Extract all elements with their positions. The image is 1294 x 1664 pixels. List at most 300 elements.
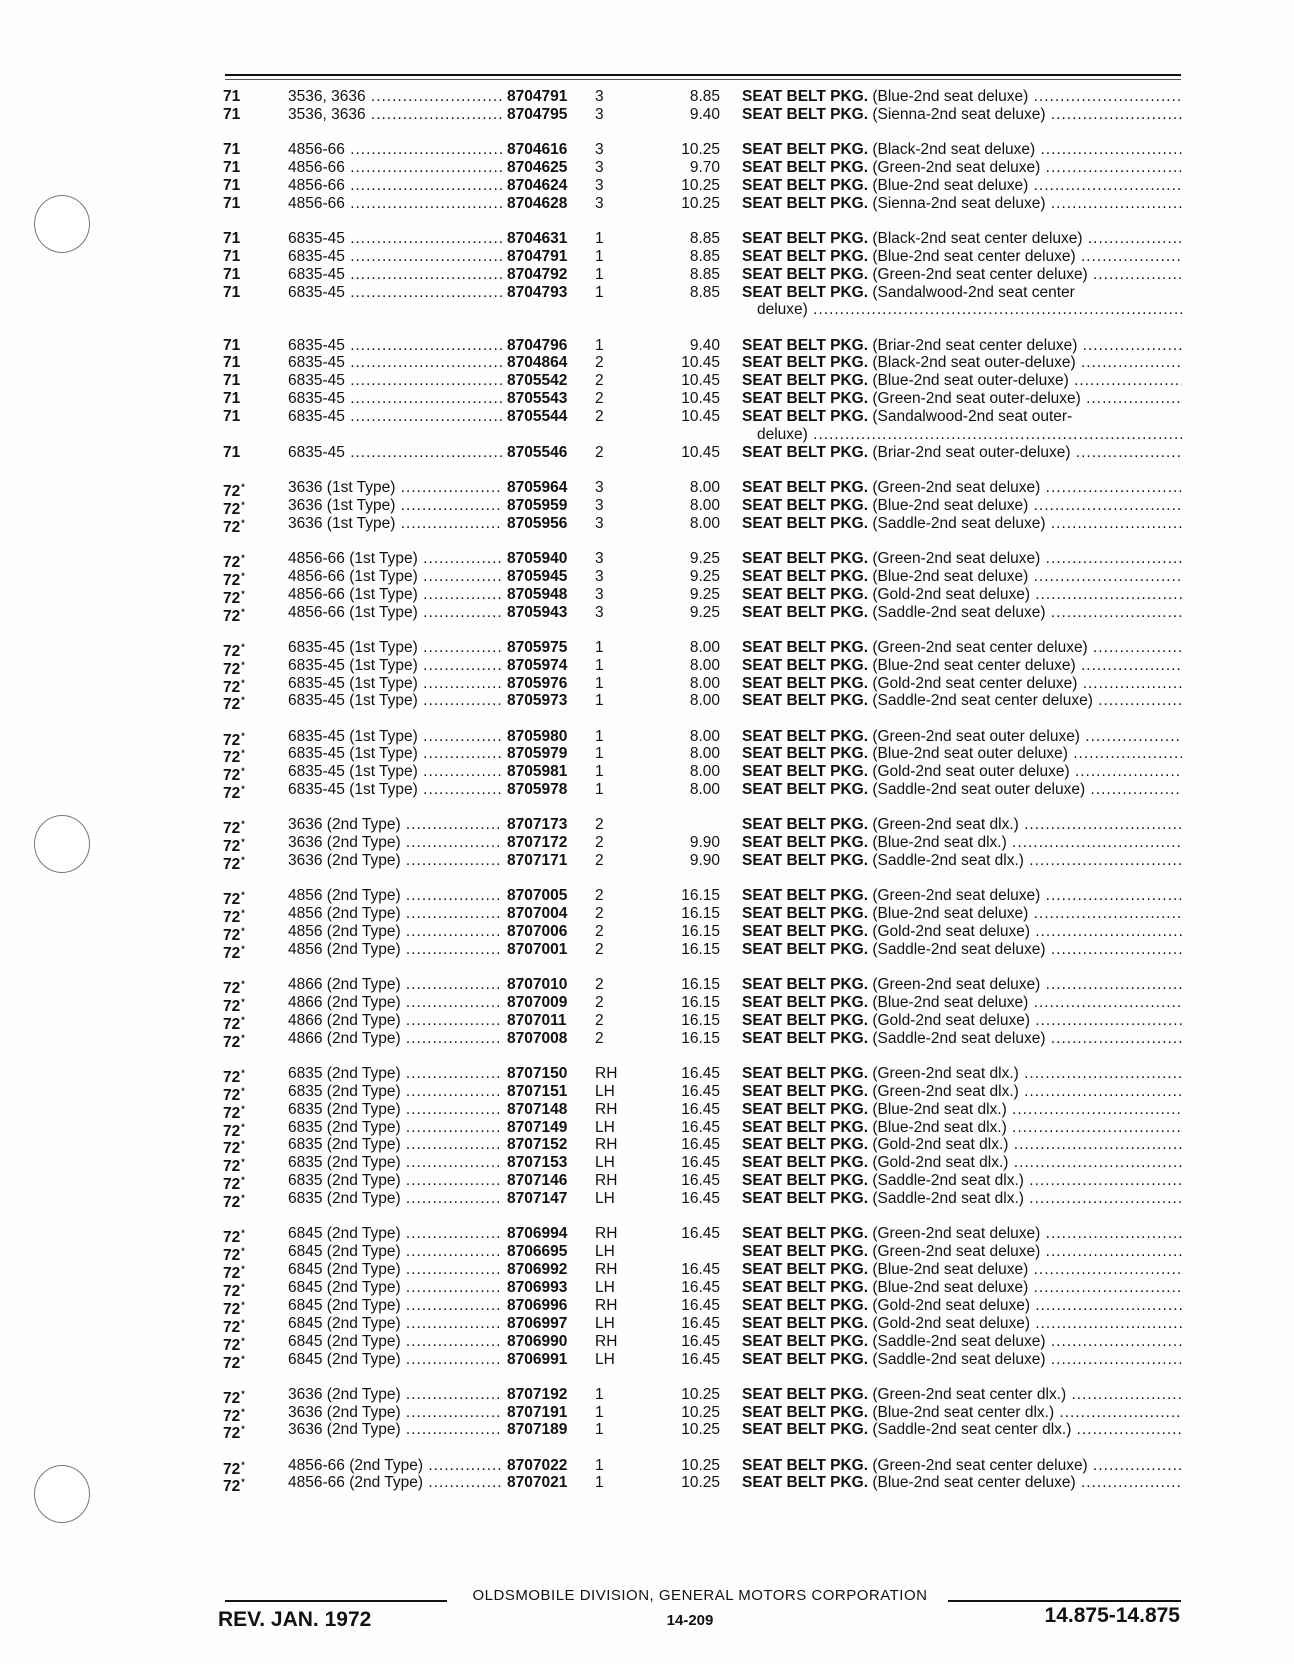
quantity-cell: RH bbox=[595, 1332, 618, 1350]
part-number: 8707148 bbox=[507, 1100, 568, 1118]
model-cell: 4856-66 (1st Type) ..... bbox=[288, 567, 502, 586]
model-cell: 6835 (2nd Type) ..... bbox=[288, 1153, 502, 1172]
part-number: 8707146 bbox=[507, 1172, 568, 1190]
part-number: 8705546 bbox=[507, 443, 568, 461]
price-cell: 8.00 bbox=[689, 763, 720, 781]
description-text: (Blue-2nd seat deluxe) ..... bbox=[872, 1279, 1182, 1296]
model-cell: 4856-66 (1st Type) ..... bbox=[288, 549, 502, 568]
description-prefix: SEAT BELT PKG. bbox=[742, 1190, 869, 1208]
price-cell: 8.85 bbox=[689, 283, 720, 301]
description-prefix: SEAT BELT PKG. bbox=[742, 1314, 869, 1332]
quantity-cell: 1 bbox=[595, 1456, 604, 1474]
year-value: 72 bbox=[223, 1068, 241, 1086]
quantity-cell: RH bbox=[595, 1064, 618, 1082]
model-cell: 6835-45 (1st Type) ..... bbox=[288, 674, 502, 693]
year-cell bbox=[223, 389, 263, 408]
quantity-cell: 3 bbox=[595, 176, 604, 194]
description-prefix: SEAT BELT PKG. bbox=[742, 549, 869, 567]
model-cell: 6835-45 ..... bbox=[288, 336, 502, 355]
price-cell: 8.00 bbox=[689, 727, 720, 745]
quantity-cell: 1 bbox=[595, 336, 604, 354]
year-cell bbox=[223, 514, 263, 537]
year-value: 72 bbox=[223, 749, 241, 767]
price-cell: 8.00 bbox=[689, 745, 720, 763]
year-value: 72 bbox=[223, 1282, 241, 1300]
description-cell bbox=[742, 549, 1182, 568]
description-cell bbox=[742, 1171, 1182, 1190]
price-cell: 16.15 bbox=[681, 993, 720, 1011]
model-cell: 4856-66 (2nd Type) ..... bbox=[288, 1456, 502, 1475]
description-text: (Saddle-2nd seat deluxe) ..... bbox=[872, 604, 1182, 621]
description-text: (Blue-2nd seat deluxe) ..... bbox=[872, 994, 1182, 1011]
price-cell: 8.00 bbox=[689, 496, 720, 514]
price-cell: 16.15 bbox=[681, 923, 720, 940]
year-value: 71 bbox=[223, 105, 241, 123]
part-number: 8707001 bbox=[507, 940, 568, 958]
description-text: (Black-2nd seat outer-deluxe) ..... bbox=[872, 354, 1182, 371]
year-value: 72 bbox=[223, 1425, 241, 1443]
description-prefix: SEAT BELT PKG. bbox=[742, 1350, 869, 1368]
description-prefix: SEAT BELT PKG. bbox=[742, 638, 869, 656]
year-value: 72 bbox=[223, 1194, 241, 1212]
description-prefix: SEAT BELT PKG. bbox=[742, 1064, 869, 1082]
description-cell bbox=[742, 815, 1182, 834]
year-value: 72 bbox=[223, 1033, 241, 1051]
part-number: 8707153 bbox=[507, 1154, 568, 1172]
description-prefix: SEAT BELT PKG. bbox=[742, 674, 869, 692]
description-prefix: SEAT BELT PKG. bbox=[742, 1421, 869, 1439]
price-cell: 8.00 bbox=[689, 692, 720, 710]
model-cell: 3636 (2nd Type) ..... bbox=[288, 851, 502, 870]
revision-star-mark: * bbox=[241, 1299, 245, 1310]
description-text: (Blue-2nd seat dlx.) ..... bbox=[872, 834, 1182, 851]
revision-star-mark: * bbox=[241, 677, 245, 688]
description-cell bbox=[742, 371, 1182, 390]
description-text: (Gold-2nd seat center deluxe) ..... bbox=[872, 675, 1182, 692]
revision-star-mark: * bbox=[241, 659, 245, 670]
model-cell: 4856 (2nd Type) ..... bbox=[288, 886, 502, 905]
description-prefix: SEAT BELT PKG. bbox=[742, 692, 869, 710]
description-cell bbox=[742, 1385, 1182, 1404]
section-number: 14.875-14.875 bbox=[1044, 1604, 1180, 1627]
year-value: 72 bbox=[223, 1247, 241, 1265]
description-cell bbox=[742, 1064, 1182, 1083]
year-value: 72 bbox=[223, 1158, 241, 1176]
year-value: 71 bbox=[223, 194, 241, 212]
model-cell: 6835-45 ..... bbox=[288, 247, 502, 266]
model-cell: 6835-45 ..... bbox=[288, 283, 502, 302]
quantity-cell: 3 bbox=[595, 585, 604, 603]
description-prefix: SEAT BELT PKG. bbox=[742, 354, 869, 372]
quantity-cell: 3 bbox=[595, 603, 604, 621]
description-text: (Blue-2nd seat outer deluxe) ..... bbox=[872, 745, 1182, 762]
quantity-cell: 2 bbox=[595, 1011, 604, 1029]
part-number: 8705974 bbox=[507, 656, 568, 674]
year-value: 72 bbox=[223, 483, 241, 500]
year-value: 72 bbox=[223, 571, 241, 589]
model-cell: 6835-45 ..... bbox=[288, 265, 502, 284]
description-prefix: SEAT BELT PKG. bbox=[742, 781, 869, 799]
year-cell bbox=[223, 265, 263, 284]
price-cell: 10.25 bbox=[681, 1421, 720, 1439]
model-cell: 4856-66 ..... bbox=[288, 158, 502, 177]
description-cell bbox=[742, 514, 1182, 533]
description-cell bbox=[742, 1135, 1182, 1154]
year-value: 72 bbox=[223, 1336, 241, 1354]
description-cell bbox=[742, 691, 1182, 710]
description-cell bbox=[742, 1296, 1182, 1315]
description-continuation: deluxe) ..... bbox=[757, 300, 1182, 319]
model-cell: 4866 (2nd Type) ..... bbox=[288, 1029, 502, 1048]
year-value: 71 bbox=[223, 88, 241, 105]
description-text: (Green-2nd seat deluxe) ..... bbox=[872, 887, 1182, 904]
year-cell bbox=[223, 443, 263, 462]
description-prefix: SEAT BELT PKG. bbox=[742, 88, 869, 105]
year-cell bbox=[223, 691, 263, 714]
quantity-cell: 1 bbox=[595, 283, 604, 301]
year-value: 72 bbox=[223, 1176, 241, 1194]
description-prefix: SEAT BELT PKG. bbox=[742, 1082, 869, 1100]
revision-star-mark: * bbox=[241, 1175, 245, 1186]
quantity-cell: 3 bbox=[595, 141, 604, 158]
description-cell bbox=[742, 851, 1182, 870]
revision-star-mark: * bbox=[241, 1139, 245, 1150]
quantity-cell: 3 bbox=[595, 496, 604, 514]
quantity-cell: LH bbox=[595, 1278, 615, 1296]
description-text: (Blue-2nd seat deluxe) ..... bbox=[872, 88, 1182, 105]
description-text: (Gold-2nd seat deluxe) ..... bbox=[872, 1297, 1182, 1314]
description-text: (Briar-2nd seat outer-deluxe) ..... bbox=[872, 444, 1182, 461]
description-cell bbox=[742, 336, 1182, 355]
quantity-cell: 1 bbox=[595, 781, 604, 799]
description-cell bbox=[742, 478, 1182, 497]
revision-star-mark: * bbox=[241, 1157, 245, 1168]
price-cell: 10.25 bbox=[681, 1385, 720, 1403]
part-number: 8705980 bbox=[507, 727, 568, 745]
quantity-cell: 1 bbox=[595, 763, 604, 781]
quantity-cell: 1 bbox=[595, 247, 604, 265]
description-text: (Saddle-2nd seat center deluxe) ..... bbox=[872, 692, 1182, 709]
revision-star-mark: * bbox=[241, 979, 245, 989]
quantity-cell: 3 bbox=[595, 567, 604, 585]
part-number: 8707149 bbox=[507, 1118, 568, 1136]
description-cell bbox=[742, 140, 1182, 159]
description-cell bbox=[742, 87, 1182, 106]
description-cell bbox=[742, 993, 1182, 1012]
description-text: (Sandalwood-2nd seat outer- bbox=[872, 408, 1073, 426]
description-cell bbox=[742, 283, 1182, 302]
description-cell bbox=[742, 194, 1182, 213]
part-number: 8705981 bbox=[507, 763, 568, 781]
description-text: (Green-2nd seat center deluxe) ..... bbox=[872, 266, 1182, 283]
description-text: (Blue-2nd seat center deluxe) ..... bbox=[872, 248, 1182, 265]
description-cell bbox=[742, 1029, 1182, 1048]
description-text: (Green-2nd seat dlx.) ..... bbox=[872, 1065, 1182, 1082]
description-cell bbox=[742, 904, 1182, 923]
quantity-cell: 1 bbox=[595, 229, 604, 247]
model-cell: 6835 (2nd Type) ..... bbox=[288, 1082, 502, 1101]
part-number: 8705943 bbox=[507, 603, 568, 621]
revision-star-mark: * bbox=[241, 1406, 245, 1417]
description-prefix: SEAT BELT PKG. bbox=[742, 247, 869, 265]
description-prefix: SEAT BELT PKG. bbox=[742, 1100, 869, 1118]
year-value: 72 bbox=[223, 1354, 241, 1372]
description-prefix: SEAT BELT PKG. bbox=[742, 1172, 869, 1190]
description-text: (Green-2nd seat center deluxe) ..... bbox=[872, 1457, 1182, 1474]
quantity-cell: 3 bbox=[595, 105, 604, 123]
revision-star-mark: * bbox=[241, 570, 245, 581]
model-cell: 6845 (2nd Type) ..... bbox=[288, 1314, 502, 1333]
part-number: 8704795 bbox=[507, 105, 568, 123]
year-cell bbox=[223, 229, 263, 248]
revision-star-mark: * bbox=[241, 1121, 245, 1132]
year-value: 72 bbox=[223, 1478, 241, 1496]
part-number: 8705976 bbox=[507, 674, 568, 692]
year-value: 72 bbox=[223, 500, 241, 518]
model-cell: 4856-66 (2nd Type) ..... bbox=[288, 1473, 502, 1492]
revision-star-mark: * bbox=[241, 1103, 245, 1114]
description-cell bbox=[742, 656, 1182, 675]
price-cell: 16.45 bbox=[681, 1314, 720, 1332]
description-text: (Saddle-2nd seat deluxe) ..... bbox=[872, 941, 1182, 958]
model-cell: 6845 (2nd Type) ..... bbox=[288, 1296, 502, 1315]
part-number: 8707006 bbox=[507, 923, 568, 940]
price-cell: 16.45 bbox=[681, 1136, 720, 1154]
part-number: 8707171 bbox=[507, 852, 568, 870]
model-cell: 6835-45 (1st Type) ..... bbox=[288, 780, 502, 799]
quantity-cell: 2 bbox=[595, 816, 604, 834]
price-cell: 16.15 bbox=[681, 976, 720, 993]
description-text: (Green-2nd seat dlx.) ..... bbox=[872, 816, 1182, 833]
year-cell bbox=[223, 371, 263, 390]
model-cell: 6835-45 (1st Type) ..... bbox=[288, 691, 502, 710]
part-number: 8704624 bbox=[507, 176, 568, 194]
model-cell: 4856-66 ..... bbox=[288, 194, 502, 213]
description-cell bbox=[742, 975, 1182, 994]
part-number: 8706991 bbox=[507, 1350, 568, 1368]
price-cell: 16.15 bbox=[681, 905, 720, 923]
part-number: 8704791 bbox=[507, 88, 568, 105]
quantity-cell: 3 bbox=[595, 194, 604, 212]
description-text: (Saddle-2nd seat deluxe) ..... bbox=[872, 515, 1182, 532]
year-value: 71 bbox=[223, 372, 241, 390]
part-number: 8707005 bbox=[507, 887, 568, 905]
price-cell: 16.45 bbox=[681, 1064, 720, 1082]
description-text: (Saddle-2nd seat center dlx.) ..... bbox=[872, 1421, 1182, 1438]
model-cell: 3636 (2nd Type) ..... bbox=[288, 833, 502, 852]
part-number: 8707008 bbox=[507, 1029, 568, 1047]
description-prefix: SEAT BELT PKG. bbox=[742, 514, 869, 532]
revision-star-mark: * bbox=[241, 730, 245, 741]
quantity-cell: LH bbox=[595, 1314, 615, 1332]
year-value: 72 bbox=[223, 642, 241, 660]
price-cell: 8.00 bbox=[689, 638, 720, 656]
part-number: 8704791 bbox=[507, 247, 568, 265]
price-cell: 10.45 bbox=[681, 354, 720, 372]
price-cell: 8.00 bbox=[689, 479, 720, 496]
description-text: (Green-2nd seat deluxe) ..... bbox=[872, 1225, 1182, 1242]
price-cell: 8.00 bbox=[689, 656, 720, 674]
price-cell: 10.25 bbox=[681, 1474, 720, 1492]
description-text: (Blue-2nd seat dlx.) ..... bbox=[872, 1119, 1182, 1136]
year-value: 72 bbox=[223, 678, 241, 696]
quantity-cell: 3 bbox=[595, 158, 604, 176]
quantity-cell: 1 bbox=[595, 745, 604, 763]
revision-star-mark: * bbox=[241, 482, 245, 492]
part-number: 8704864 bbox=[507, 354, 568, 372]
year-value: 71 bbox=[223, 247, 241, 265]
revision-star-mark: * bbox=[241, 996, 245, 1007]
description-cell bbox=[742, 886, 1182, 905]
description-text: (Blue-2nd seat outer-deluxe) ..... bbox=[872, 372, 1182, 389]
year-cell bbox=[223, 105, 263, 124]
quantity-cell: 2 bbox=[595, 834, 604, 852]
revision-star-mark: * bbox=[241, 926, 245, 936]
revision-star-mark: * bbox=[241, 784, 245, 795]
model-cell: 6835 (2nd Type) ..... bbox=[288, 1100, 502, 1119]
description-cell bbox=[742, 1082, 1182, 1101]
model-cell: 6845 (2nd Type) ..... bbox=[288, 1260, 502, 1279]
quantity-cell: 2 bbox=[595, 852, 604, 870]
model-cell: 3636 (1st Type) ..... bbox=[288, 514, 502, 533]
part-number: 8707152 bbox=[507, 1136, 568, 1154]
description-prefix: SEAT BELT PKG. bbox=[742, 727, 869, 745]
revision-star-mark: * bbox=[241, 1246, 245, 1257]
revision-star-mark: * bbox=[241, 499, 245, 510]
year-value: 72 bbox=[223, 553, 241, 571]
year-cell bbox=[223, 1189, 263, 1212]
description-text: (Gold-2nd seat deluxe) ..... bbox=[872, 923, 1182, 940]
description-prefix: SEAT BELT PKG. bbox=[742, 229, 869, 247]
description-prefix: SEAT BELT PKG. bbox=[742, 887, 869, 905]
year-value: 72 bbox=[223, 696, 241, 714]
part-number: 8705959 bbox=[507, 496, 568, 514]
model-cell: 4866 (2nd Type) ..... bbox=[288, 975, 502, 994]
description-text: (Sandalwood-2nd seat center bbox=[872, 283, 1075, 301]
description-cell bbox=[742, 1314, 1182, 1333]
description-text: (Black-2nd seat deluxe) ..... bbox=[872, 141, 1182, 158]
revision-star-mark: * bbox=[241, 766, 245, 777]
price-cell: 8.85 bbox=[689, 229, 720, 247]
price-cell: 16.45 bbox=[681, 1172, 720, 1190]
description-prefix: SEAT BELT PKG. bbox=[742, 1118, 869, 1136]
description-prefix: SEAT BELT PKG. bbox=[742, 1243, 869, 1261]
year-value: 72 bbox=[223, 1229, 241, 1247]
price-cell: 16.45 bbox=[681, 1225, 720, 1243]
quantity-cell: 1 bbox=[595, 1385, 604, 1403]
part-number: 8706996 bbox=[507, 1296, 568, 1314]
description-prefix: SEAT BELT PKG. bbox=[742, 1011, 869, 1029]
quantity-cell: 2 bbox=[595, 354, 604, 372]
year-cell bbox=[223, 336, 263, 355]
price-cell: 8.85 bbox=[689, 88, 720, 105]
quantity-cell: LH bbox=[595, 1190, 615, 1208]
description-text: (Green-2nd seat deluxe) ..... bbox=[872, 479, 1182, 496]
revision-star-mark: * bbox=[241, 1459, 245, 1470]
description-cell bbox=[742, 1278, 1182, 1297]
description-text: (Saddle-2nd seat deluxe) ..... bbox=[872, 1351, 1182, 1368]
price-cell: 16.15 bbox=[681, 940, 720, 958]
year-value: 72 bbox=[223, 518, 241, 536]
description-prefix: SEAT BELT PKG. bbox=[742, 834, 869, 852]
description-text: (Green-2nd seat dlx.) ..... bbox=[872, 1083, 1182, 1100]
description-text: (Green-2nd seat deluxe) ..... bbox=[872, 159, 1182, 176]
description-prefix: SEAT BELT PKG. bbox=[742, 1278, 869, 1296]
description-text: (Briar-2nd seat center deluxe) ..... bbox=[872, 337, 1182, 354]
description-cell bbox=[742, 229, 1182, 248]
part-number: 8707010 bbox=[507, 976, 568, 993]
part-number: 8705956 bbox=[507, 514, 568, 532]
model-cell: 6835-45 ..... bbox=[288, 389, 502, 408]
description-text: (Saddle-2nd seat dlx.) ..... bbox=[872, 1172, 1182, 1189]
model-cell: 6845 (2nd Type) ..... bbox=[288, 1350, 502, 1369]
model-cell: 3636 (2nd Type) ..... bbox=[288, 815, 502, 834]
year-value: 72 bbox=[223, 944, 241, 962]
year-cell bbox=[223, 176, 263, 195]
model-cell: 6835 (2nd Type) ..... bbox=[288, 1171, 502, 1190]
part-number: 8707021 bbox=[507, 1474, 568, 1492]
revision-star-mark: * bbox=[241, 641, 245, 652]
year-value: 72 bbox=[223, 1389, 241, 1407]
quantity-cell: 2 bbox=[595, 940, 604, 958]
model-cell: 4856-66 ..... bbox=[288, 140, 502, 159]
quantity-cell: LH bbox=[595, 1154, 615, 1172]
year-value: 72 bbox=[223, 589, 241, 607]
year-cell bbox=[223, 353, 263, 372]
year-value: 72 bbox=[223, 1104, 241, 1122]
part-number: 8704616 bbox=[507, 141, 568, 158]
description-prefix: SEAT BELT PKG. bbox=[742, 283, 869, 301]
revision-date: REV. JAN. 1972 bbox=[218, 1608, 372, 1631]
year-value: 72 bbox=[223, 838, 241, 856]
part-number: 8707151 bbox=[507, 1082, 568, 1100]
price-cell: 16.45 bbox=[681, 1154, 720, 1172]
price-cell: 9.25 bbox=[689, 567, 720, 585]
description-cell bbox=[742, 1011, 1182, 1030]
model-cell: 3536, 3636 ..... bbox=[288, 87, 502, 106]
quantity-cell: LH bbox=[595, 1082, 615, 1100]
part-number: 8707147 bbox=[507, 1190, 568, 1208]
year-value: 72 bbox=[223, 1086, 241, 1104]
price-cell: 9.25 bbox=[689, 549, 720, 567]
description-cell bbox=[742, 105, 1182, 124]
description-text: (Green-2nd seat center dlx.) ..... bbox=[872, 1386, 1182, 1403]
description-text: (Sienna-2nd seat deluxe) ..... bbox=[872, 195, 1182, 212]
part-number: 8705543 bbox=[507, 390, 568, 408]
description-text: (Green-2nd seat deluxe) ..... bbox=[872, 550, 1182, 567]
description-cell bbox=[742, 496, 1182, 515]
description-prefix: SEAT BELT PKG. bbox=[742, 372, 869, 390]
year-value: 71 bbox=[223, 229, 241, 247]
quantity-cell: 2 bbox=[595, 993, 604, 1011]
description-prefix: SEAT BELT PKG. bbox=[742, 763, 869, 781]
part-number: 8707009 bbox=[507, 993, 568, 1011]
part-number: 8705975 bbox=[507, 638, 568, 656]
part-number: 8706997 bbox=[507, 1314, 568, 1332]
description-cell bbox=[742, 922, 1182, 941]
year-cell bbox=[223, 1473, 263, 1496]
price-cell: 8.85 bbox=[689, 247, 720, 265]
description-cell bbox=[742, 389, 1182, 408]
quantity-cell: 1 bbox=[595, 674, 604, 692]
quantity-cell: 3 bbox=[595, 514, 604, 532]
model-cell: 4856 (2nd Type) ..... bbox=[288, 940, 502, 959]
year-value: 72 bbox=[223, 607, 241, 625]
description-cell bbox=[742, 176, 1182, 195]
part-number: 8705979 bbox=[507, 745, 568, 763]
year-cell bbox=[223, 87, 263, 106]
part-number: 8707173 bbox=[507, 816, 568, 834]
